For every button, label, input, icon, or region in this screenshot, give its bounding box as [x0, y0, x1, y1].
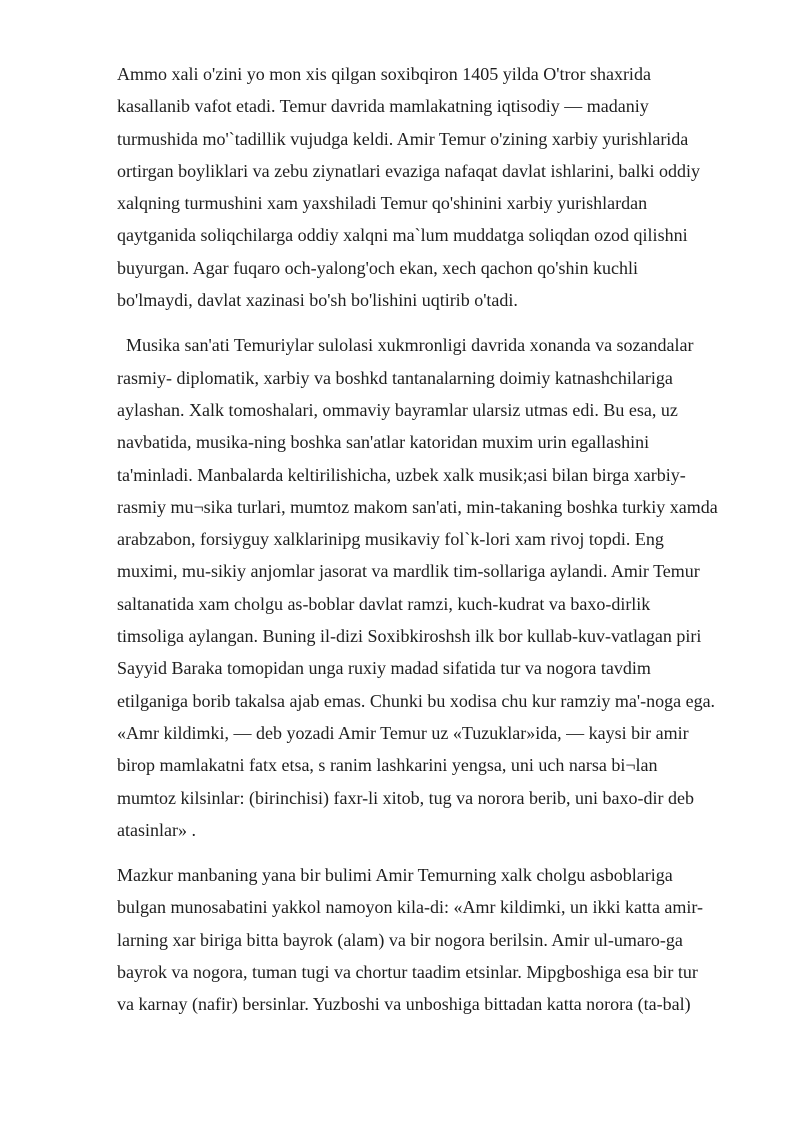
text-line: Mazkur manbaning yana bir bulimi Amir Temurning xalk cholgu asboblariga [117, 865, 673, 886]
text-line: Musika san'ati Temuriylar sulolasi xukmronligi davrida xonanda va sozandalar [117, 335, 694, 356]
text-line: navbatida, musika-ning boshka san'atlar katoridan muxim urin egallashini [117, 432, 650, 453]
paragraph-1 [117, 58, 757, 316]
paragraph-3 [117, 859, 757, 1020]
text-line: aylashan. Xalk tomoshalari, ommaviy bayramlar ularsiz utmas edi. Bu esa, uz [117, 399, 678, 420]
text-line: «Amr kildimki, — deb yozadi Amir Temur uz «Tuzuklar»ida, — kaysi bir amir [117, 722, 689, 743]
text-line: buyurgan. Agar fuqaro och-yalong'och ekan, xech qachon qo'shin kuchli [117, 257, 639, 278]
text-line: etilganiga borib takalsa ajab emas. Chunki bu xodisa chu kur ramziy ma'-noga ega. [117, 690, 716, 711]
text-line: turmushida mo'`tadillik vujudga keldi. Amir Temur o'zining xarbiy yurishlarida [117, 128, 689, 149]
text-line: saltanatida xam cholgu as-boblar davlat ramzi, kuch-kudrat va baxo-dirlik [117, 593, 651, 614]
text-line: mumtoz kilsinlar: (birinchisi) faxr-li xitob, tug va norora berib, uni baxo-dir deb [117, 787, 695, 808]
text-line: bo'lmaydi, davlat xazinasi bo'sh bo'lishini uqtirib o'tadi. [117, 290, 518, 311]
text-line: rasmiy mu¬sika turlari, mumtoz makom san'ati, min-takaning boshka turkiy xamda [117, 496, 718, 517]
text-line: larning xar biriga bitta bayrok (alam) va bir nogora berilsin. Amir ul-umaro-ga [117, 929, 683, 950]
text-line: Sayyid Baraka tomopidan unga ruxiy madad sifatida tur va nogora tavdim [117, 658, 651, 679]
text-line: va karnay (nafir) bersinlar. Yuzboshi va unboshiga bittadan katta norora (ta-bal) [117, 994, 691, 1015]
text-line: bayrok va nogora, tuman tugi va chortur taadim etsinlar. Mipgboshiga esa bir tur [117, 962, 698, 983]
text-line: ta'minladi. Manbalarda keltirilishicha, uzbek xalk musik;asi bilan birga xarbiy- [117, 464, 686, 485]
text-line: kasallanib vafot etadi. Temur davrida mamlakatning iqtisodiy — madaniy [117, 96, 649, 117]
text-line: xalqning turmushini xam yaxshiladi Temur qo'shinini xarbiy yurishlardan [117, 193, 648, 214]
text-line: muximi, mu-sikiy anjomlar jasorat va mardlik tim-sollariga aylandi. Amir Temur [117, 561, 700, 582]
text-line: birop mamlakatni fatx etsa, s ranim lashkarini yengsa, uni uch narsa bi¬lan [117, 755, 658, 776]
text-line: arabzabon, forsiyguy xalklarinipg musikaviy fol`k-lori xam rivoj topdi. Eng [117, 529, 664, 550]
text-line: timsoliga aylangan. Buning il-dizi Soxibkiroshsh ilk bor kullab-kuv-vatlagan piri [117, 626, 702, 647]
text-line: atasinlar» . [117, 819, 196, 840]
paragraph-2 [117, 329, 757, 846]
document-page [117, 58, 757, 1021]
text-line: qaytganida soliqchilarga oddiy xalqni ma`lum muddatga soliqdan ozod qilishni [117, 225, 688, 246]
text-line: ortirgan boyliklari va zebu ziynatlari evaziga nafaqat davlat ishlarini, balki oddiy [117, 160, 700, 181]
text-line: rasmiy- diplomatik, xarbiy va boshkd tantanalarning doimiy katnashchilariga [117, 367, 673, 388]
text-line: bulgan munosabatini yakkol namoyon kila-di: «Amr kildimki, un ikki katta amir- [117, 897, 704, 918]
text-line: Ammo xali o'zini yo mon xis qilgan soxibqiron 1405 yilda O'tror shaxrida [117, 64, 651, 84]
